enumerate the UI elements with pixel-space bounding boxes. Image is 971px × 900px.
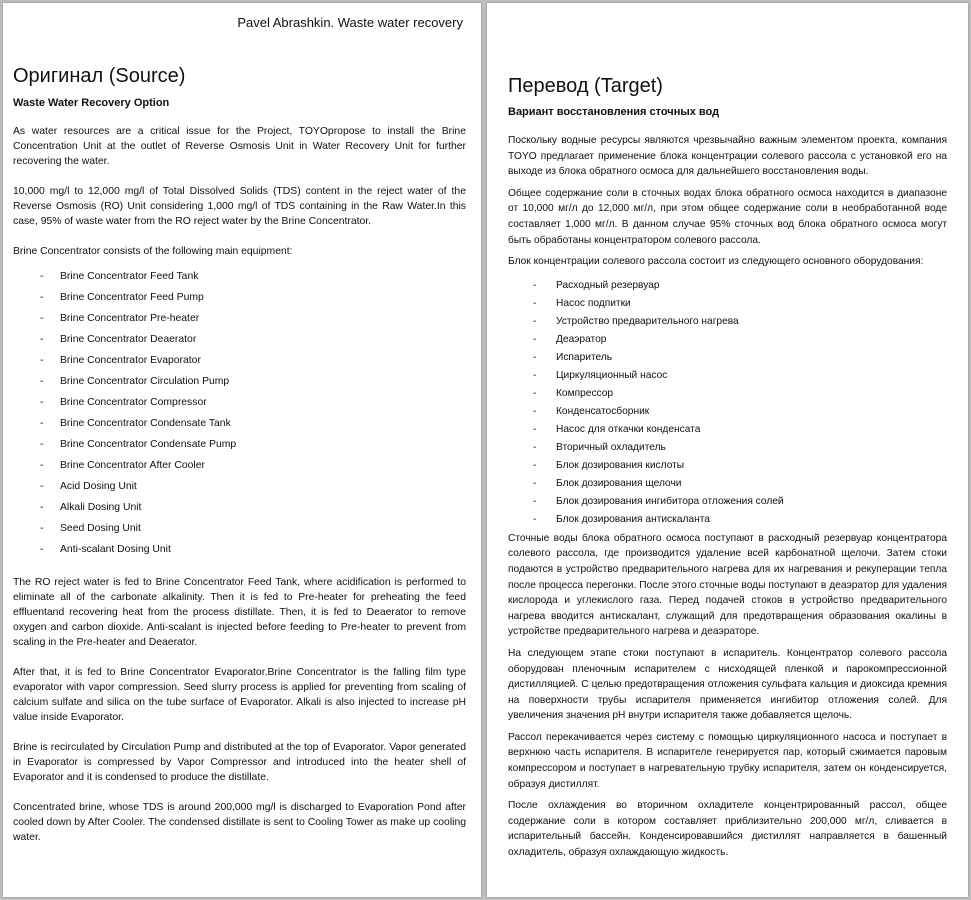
dash-marker: - — [40, 292, 44, 303]
dash-marker: - — [40, 271, 44, 282]
list-item: - Brine Concentrator Condensate Pump — [13, 434, 466, 455]
list-item: - Brine Concentrator After Cooler — [13, 455, 466, 476]
dash-marker: - — [533, 297, 537, 309]
source-paragraph: Concentrated brine, whose TDS is around 200,000 mg/l is discharged to Evaporation Pond after cooled down by After Cooler. The condensed distillate is sent to Cooling Tower as make up cooling water. — [13, 802, 466, 843]
list-item: - Циркуляционный насос — [508, 367, 947, 385]
dash-marker: - — [533, 333, 537, 345]
source-paragraph: As water resources are a critical issue for the Project, TOYOpropose to install the Brine Concentration Unit at the outlet of Reverse Osmosis Unit in Water Recovery Unit for further recovering the water. — [13, 126, 466, 167]
dash-marker: - — [533, 369, 537, 381]
list-item: - Блок дозирования кислоты — [508, 457, 947, 475]
target-paragraph: Рассол перекачивается через систему с помощью циркуляционного насоса и поступает в верхнюю часть испарителя. В испарителе генерируется пар, который сжимается паровым компрессором и поступает в нагревательную трубку испарителя, затем он конденсируется, образуя дистиллят. — [508, 731, 947, 790]
dash-marker: - — [533, 387, 537, 399]
dash-marker: - — [533, 279, 537, 291]
dash-marker: - — [533, 477, 537, 489]
dash-marker: - — [40, 544, 44, 555]
dash-marker: - — [533, 441, 537, 453]
source-paragraph: The RO reject water is fed to Brine Concentrator Feed Tank, where acidification is performed to eliminate all of the carbonate alkalinity. Then it is fed to Pre-heater for preheating the feed effluentand recovering heat from the process distillate. Then, it is fed to Deaerator to remove oxygen and carbon dioxide. Anti-scalant is injected before feeding to Pre-heater to prevent from scaling in the Pre-heater and Deaerator. — [13, 577, 466, 648]
list-item: - Brine Concentrator Compressor — [13, 392, 466, 413]
list-item: - Деаэратор — [508, 331, 947, 349]
source-equipment-list — [13, 266, 466, 560]
dash-marker: - — [533, 405, 537, 417]
list-item: - Brine Concentrator Feed Pump — [13, 287, 466, 308]
source-heading: Оригинал (Source) — [13, 65, 186, 87]
dash-marker: - — [40, 418, 44, 429]
list-item: - Brine Concentrator Condensate Tank — [13, 413, 466, 434]
list-item: - Brine Concentrator Pre-heater — [13, 308, 466, 329]
list-item: - Насос для откачки конденсата — [508, 421, 947, 439]
target-paragraph: Сточные воды блока обратного осмоса поступают в расходный резервуар концентратора солевого рассола, где производится удаление всей карбонатной щелочи. Затем стоки подаются в устройство предварительного нагрева для их нагревания и рекуперации тепла после процесса перегонки. После этого сточные воды поступают в деаэратор для удаления кислорода и углекислого газа. Перед подачей стоков в устройство предварительного нагрева вводится антискалант, служащий для предотвращения образования окалины в устройстве предварительного нагрева и деаэраторе. — [508, 532, 947, 638]
list-item: - Конденсатосборник — [508, 403, 947, 421]
list-item: - Устройство предварительного нагрева — [508, 313, 947, 331]
dash-marker: - — [40, 376, 44, 387]
list-item: - Блок дозирования ингибитора отложения солей — [508, 493, 947, 511]
list-item: - Seed Dosing Unit — [13, 518, 466, 539]
source-paragraph: Brine is recirculated by Circulation Pump and distributed at the top of Evaporator. Vapor generated in Evaporator is compressed by Vapor Compressor and introduced into the heater shell of Evaporator and it is condensed to produce the distillate. — [13, 742, 466, 783]
target-paragraph: Поскольку водные ресурсы являются чрезвычайно важным элементом проекта, компания TOYO предлагает применение блока концентрации солевого рассола с установкой его на выходе из блока обратного осмоса для дальнейшего восстановления воды. — [508, 135, 947, 178]
list-item: - Блок дозирования щелочи — [508, 475, 947, 493]
list-item: - Alkali Dosing Unit — [13, 497, 466, 518]
target-page — [487, 3, 968, 897]
dash-marker: - — [40, 313, 44, 324]
target-equipment-list — [508, 277, 947, 529]
source-page — [3, 3, 481, 897]
target-paragraph: Общее содержание соли в сточных водах блока обратного осмоса находится в диапазоне от 10,000 мг/л до 12,000 мг/л, при этом общее содержание соли в необработанной воде составляет 1,000 мг/л. В данном случае 95% сточных вод блока обратного осмоса могут быть обработаны концентратором солевого рассола. — [508, 187, 947, 246]
dash-marker: - — [533, 351, 537, 363]
list-item: - Насос подпитки — [508, 295, 947, 313]
list-item: - Acid Dosing Unit — [13, 476, 466, 497]
dash-marker: - — [533, 423, 537, 435]
target-subheading: Вариант восстановления сточных вод — [508, 106, 720, 118]
list-item: - Brine Concentrator Deaerator — [13, 329, 466, 350]
list-item: - Brine Concentrator Evaporator — [13, 350, 466, 371]
list-item: - Испаритель — [508, 349, 947, 367]
source-paragraph: 10,000 mg/l to 12,000 mg/l of Total Dissolved Solids (TDS) content in the reject water of the Reverse Osmosis (RO) Unit considering 1,000 mg/l of TDS containing in the Raw Water.In this case, 95% of waste water from the RO reject water by the Brine Concentrator. — [13, 186, 466, 227]
source-paragraph: Brine Concentrator consists of the following main equipment: — [13, 246, 293, 257]
dash-marker: - — [40, 439, 44, 450]
list-item: - Расходный резервуар — [508, 277, 947, 295]
document-header: Pavel Abrashkin. Waste water recovery — [237, 15, 463, 30]
dash-marker: - — [533, 315, 537, 327]
target-heading: Перевод (Target) — [508, 75, 663, 97]
source-subheading: Waste Water Recovery Option — [13, 97, 170, 109]
dash-marker: - — [40, 523, 44, 534]
dash-marker: - — [533, 459, 537, 471]
dash-marker: - — [40, 502, 44, 513]
list-item: - Anti-scalant Dosing Unit — [13, 539, 466, 560]
dash-marker: - — [40, 355, 44, 366]
target-paragraph: Блок концентрации солевого рассола состоит из следующего основного оборудования: — [508, 256, 924, 268]
dash-marker: - — [533, 495, 537, 507]
dash-marker: - — [40, 460, 44, 471]
dash-marker: - — [40, 334, 44, 345]
dash-marker: - — [40, 481, 44, 492]
dash-marker: - — [533, 513, 537, 525]
list-item: - Brine Concentrator Feed Tank — [13, 266, 466, 287]
dash-marker: - — [40, 397, 44, 408]
target-paragraph: После охлаждения во вторичном охладителе концентрированный рассол, общее содержание соли в котором составляет приблизительно 200,000 мг/л, сливается в испарительный бассейн. Конденсировавшийся дистиллят направляется в башенный охладитель, образуя охлаждающую жидкость. — [508, 800, 947, 859]
list-item: - Вторичный охладитель — [508, 439, 947, 457]
list-item: - Brine Concentrator Circulation Pump — [13, 371, 466, 392]
list-item: - Компрессор — [508, 385, 947, 403]
source-paragraph: After that, it is fed to Brine Concentrator Evaporator.Brine Concentrator is the falling film type evaporator with vapor compression. Seed slurry process is applied for preventing from scaling of calcium sulfate and silica on the tube surface of Evaporator. Alkali is also injected to increase pH value inside Evaporator. — [13, 667, 466, 723]
list-item: - Блок дозирования антискаланта — [508, 511, 947, 529]
target-paragraph: На следующем этапе стоки поступают в испаритель. Концентратор солевого рассола оборудован пленочным испарителем с нисходящей пленкой и парокомпрессионной дистилляцией. С целью предотвращения отложения сульфата кальция и диоксида кремния на поверхности трубы испарителя применяется ингибитор отложения солей. Для увеличения значения pH внутри испарителя также добавляется щелочь. — [508, 647, 947, 722]
